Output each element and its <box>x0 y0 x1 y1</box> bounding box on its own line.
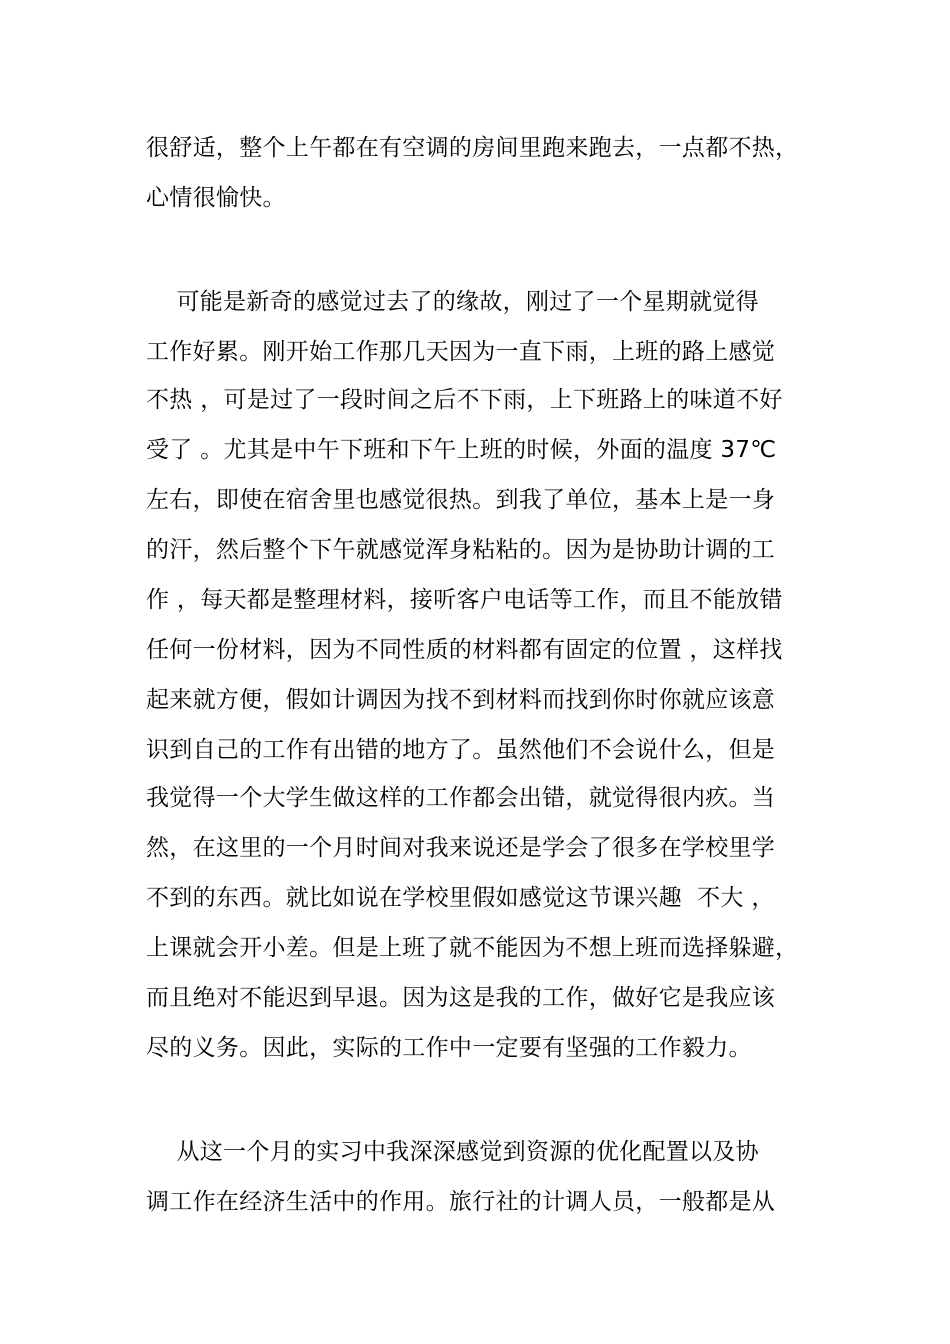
text-line: 尽的义务。因此，实际的工作中一定要有坚强的工作毅力。 <box>146 1035 752 1061</box>
text-line: 任何一份材料，因为不同性质的材料都有固定的位置 ，这样找 <box>146 637 783 663</box>
text-line: 而且绝对不能迟到早退。因为这是我的工作，做好它是我应该 <box>146 985 776 1011</box>
text-line: 作 ，每天都是整理材料，接听客户电话等工作，而且不能放错 <box>146 587 783 613</box>
text-line: 识到自己的工作有出错的地方了。虽然他们不会说什么，但是 <box>146 737 776 763</box>
text-line: 我觉得一个大学生做这样的工作都会出错，就觉得很内疚。当 <box>146 785 776 811</box>
text-line: 然，在这里的一个月时间对我来说还是学会了很多在学校里学 <box>146 835 776 861</box>
text-line: 可能是新奇的感觉过去了的缘故，刚过了一个星期就觉得 <box>146 289 759 315</box>
text-line: 不热 ，可是过了一段时间之后不下雨，上下班路上的味道不好 <box>146 387 783 413</box>
text-line: 左右，即使在宿舍里也感觉很热。到我了单位，基本上是一身 <box>146 487 776 513</box>
text-line: 工作好累。刚开始工作那几天因为一直下雨，上班的路上感觉 <box>146 339 776 365</box>
text-line: 的汗，然后整个下午就感觉浑身粘粘的。因为是协助计调的工 <box>146 537 776 563</box>
text-line: 上课就会开小差。但是上班了就不能因为不想上班而选择躲避， <box>146 935 799 961</box>
text-line: 心情很愉快。 <box>146 185 286 211</box>
text-line: 很舒适，整个上午都在有空调的房间里跑来跑去，一点都不热， <box>146 135 799 161</box>
text-line: 从这一个月的实习中我深深感觉到资源的优化配置以及协 <box>146 1139 759 1165</box>
text-line: 不到的东西。就比如说在学校里假如感觉这节课兴趣 不大 ， <box>146 885 775 911</box>
text-line: 起来就方便，假如计调因为找不到材料而找到你时你就应该意 <box>146 687 776 713</box>
text-line: 受了 。尤其是中午下班和下午上班的时候，外面的温度 37℃ <box>146 437 777 463</box>
text-line: 调工作在经济生活中的作用。旅行社的计调人员，一般都是从 <box>146 1189 776 1215</box>
